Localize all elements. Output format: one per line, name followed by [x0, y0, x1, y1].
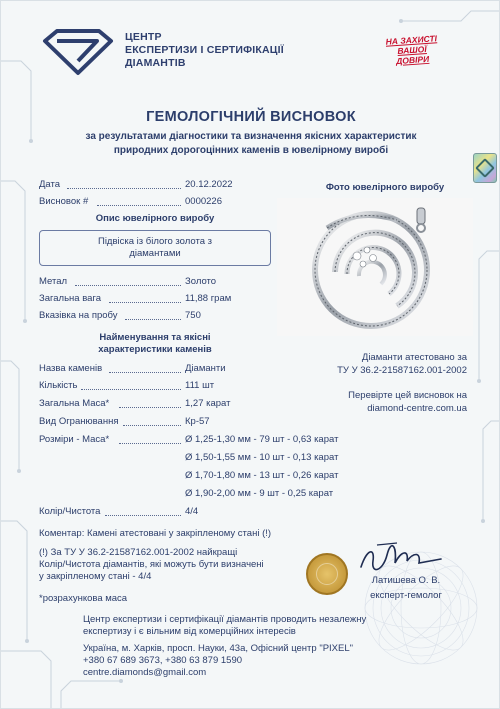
total-mass-label: Загальна Маса*	[39, 398, 110, 409]
cut-type-value: Кр-57	[185, 416, 210, 427]
leader-dots	[123, 425, 181, 426]
signer-name: Латишева О. В.	[371, 575, 441, 586]
metal-label: Метал	[39, 276, 68, 287]
hallmark-value: 750	[185, 310, 201, 321]
total-weight-label: Загальна вага	[39, 293, 101, 304]
stones-heading-line: Найменування та якісні	[99, 332, 211, 343]
leader-dots	[119, 443, 181, 444]
conclusion-number-label: Висновок #	[39, 196, 89, 207]
header	[39, 23, 469, 83]
sizes-mass-label: Розміри - Маса*	[39, 434, 110, 445]
leader-dots	[109, 372, 181, 373]
slogan-line: НА ЗАХИСТІ	[385, 33, 438, 47]
description-line: діамантами	[129, 248, 181, 259]
jewelry-photo	[277, 198, 473, 336]
address-line: Україна, м. Харків, просп. Науки, 43а, Офісний центр "PIXEL"	[83, 643, 354, 654]
note-line: Колір/Чистота діамантів, які можуть бути визначені	[39, 559, 264, 570]
leader-dots	[109, 302, 181, 303]
comment: Коментар: Камені атестовані у закріпленому стані (!)	[39, 528, 272, 539]
stones-heading-line: характеристики каменів	[98, 344, 212, 355]
cut-type-label: Вид Огранювання	[39, 416, 119, 427]
document-title: ГЕМОЛОГІЧНИЙ ВИСНОВОК	[146, 109, 356, 125]
footer-statement	[83, 614, 433, 638]
leader-dots	[125, 319, 181, 320]
date-label: Дата	[39, 179, 61, 190]
leader-dots	[81, 389, 181, 390]
slogan	[368, 32, 456, 68]
stone-name-label: Назва каменів	[39, 363, 103, 374]
size-row: Ø 1,90-2,00 мм - 9 шт - 0,25 карат	[185, 488, 334, 499]
org-name-line: ЕКСПЕРТИЗИ І СЕРТИФІКАЦІЇ	[125, 44, 284, 56]
calculated-mass-footnote: *розрахункова маса	[39, 593, 128, 604]
description-line: Підвіска із білого золота з	[97, 236, 213, 247]
quantity-label: Кількість	[39, 380, 78, 391]
quantity-value: 111 шт	[185, 380, 215, 391]
leader-dots	[97, 205, 181, 206]
certification-line: ТУ У 36.2-21587162.001-2002	[337, 365, 467, 376]
size-row: Ø 1,70-1,80 мм - 13 шт - 0,26 карат	[185, 470, 339, 481]
stones-heading	[39, 332, 271, 356]
hallmark-label: Вказівка на пробу	[39, 310, 118, 321]
total-mass-value: 1,27 карат	[185, 398, 231, 409]
leader-dots	[119, 407, 181, 408]
conclusion-number-value: 0000226	[185, 196, 222, 207]
slogan-line: ДОВІРИ	[395, 53, 430, 67]
verify-website-link[interactable]: diamond-centre.com.ua	[367, 403, 467, 414]
note-line: у закріпленому стані - 4/4	[39, 571, 152, 582]
org-name-line: ЦЕНТР	[125, 31, 162, 43]
org-name-line: ДІАМАНТІВ	[125, 57, 186, 69]
leader-dots	[105, 515, 181, 516]
color-clarity-value: 4/4	[185, 506, 199, 517]
leader-dots	[75, 285, 181, 286]
footer-line: Центр експертизи і сертифікації діамантів проводить незалежну	[83, 614, 367, 625]
total-weight-value: 11,88 грам	[185, 293, 232, 304]
size-row: Ø 1,25-1,30 мм - 79 шт - 0,63 карат	[185, 434, 339, 445]
verify-line: Перевірте цей висновок на	[348, 390, 467, 401]
diamond-logo-icon	[39, 27, 117, 77]
description-heading: Опис ювелірного виробу	[95, 213, 215, 224]
clarity-note	[39, 547, 309, 583]
footer-contacts	[83, 643, 433, 679]
document-subtitle	[41, 130, 461, 158]
date-value: 20.12.2022	[185, 179, 233, 190]
leader-dots	[67, 188, 181, 189]
phone-line: +380 67 689 3673, +380 63 879 1590	[83, 655, 243, 666]
hologram-diamond-icon	[475, 158, 495, 178]
signature-image	[357, 541, 447, 575]
photo-title: Фото ювелірного виробу	[325, 182, 445, 193]
stone-name-value: Діаманти	[185, 363, 226, 374]
signer-role: експерт-гемолог	[370, 590, 442, 601]
gold-seal-stamp	[306, 553, 348, 595]
note-line: (!) За ТУ У 36.2-21587162.001-2002 найкращі	[39, 547, 238, 558]
email-link[interactable]: centre.diamonds@gmail.com	[83, 667, 207, 678]
certification-line: Діаманти атестовано за	[361, 352, 467, 363]
description-box	[39, 230, 271, 266]
slogan-line: ВАШОЇ	[397, 43, 427, 57]
pendant-illustration	[277, 198, 473, 336]
metal-value: Золото	[185, 276, 217, 287]
size-row: Ø 1,50-1,55 мм - 10 шт - 0,13 карат	[185, 452, 339, 463]
certification-note	[291, 351, 467, 377]
subtitle-line: природних дорогоцінних каменів в ювелірному виробі	[113, 145, 389, 156]
hologram-sticker	[473, 153, 497, 183]
verify-note	[291, 389, 467, 415]
seal-inner-ring	[316, 563, 338, 585]
organization-name	[125, 31, 284, 70]
subtitle-line: за результатами діагностики та визначення якісних характеристик	[85, 131, 417, 142]
footer-line: експертизу і є вільним від комерційних інтересів	[83, 626, 296, 637]
color-clarity-label: Колір/Чистота	[39, 506, 101, 517]
